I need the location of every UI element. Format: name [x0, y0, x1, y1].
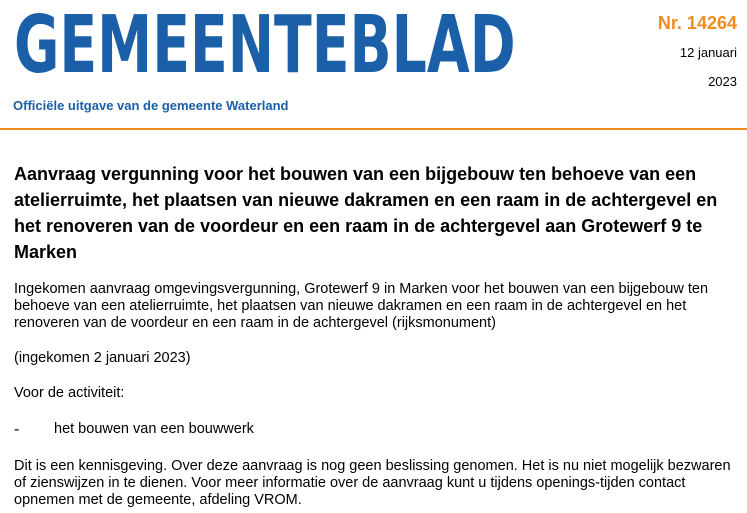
received-date: (ingekomen 2 januari 2023) [14, 350, 191, 366]
masthead-divider [0, 128, 747, 130]
article [14, 161, 734, 509]
publication-title: GEMEENTEBLAD [14, 0, 516, 91]
list-bullet: - [14, 421, 20, 438]
article-intro: Ingekomen aanvraag omgevingsvergunning, Grotewerf 9 in Marken voor het bouwen van een bijgebouw ten behoeve van een atelierruimte, het plaatsen van nieuwe dakramen en een raam in de achtergevel en het renoveren van de voordeur en een raam in de achtergevel (rijksmonument) [14, 281, 709, 331]
list-item-text: het bouwen van een bouwwerk [54, 421, 254, 437]
issue-year: 2023 [708, 74, 737, 89]
issue-date: 12 januari [679, 45, 737, 60]
masthead [0, 0, 747, 130]
notice-text: Dit is een kennisgeving. Over deze aanvraag is nog geen beslissing genomen. Het is nu niet mogelijk bezwaren of zienswijzen in te dienen. Voor meer informatie over de aanvraag kunt u tijdens openings-tijden contact opnemen met de gemeente, afdeling VROM. [14, 458, 731, 508]
publication-subtitle: Officiële uitgave van de gemeente Waterland [13, 98, 289, 113]
list-item [14, 421, 734, 439]
issue-number: Nr. 14264 [657, 13, 737, 33]
article-title: Aanvraag vergunning voor het bouwen van een bijgebouw ten behoeve van een atelierruimte, het plaatsen van nieuwe dakramen en een raam in de achtergevel en het renoveren van de voordeur en een raam in de achtergevel aan Grotewerf 9 te Marken [14, 164, 718, 262]
activity-label: Voor de activiteit: [14, 385, 125, 401]
